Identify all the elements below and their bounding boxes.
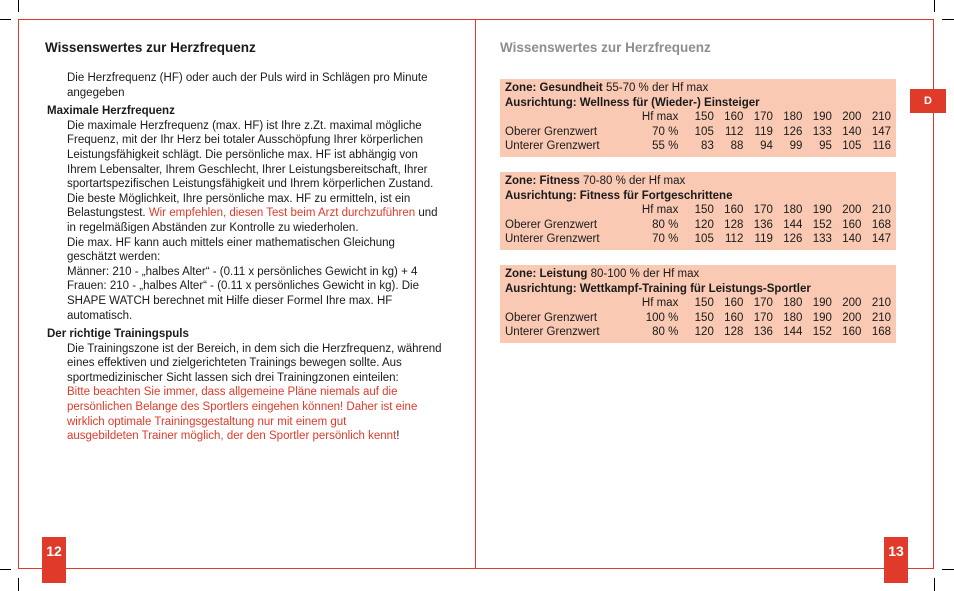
empty-cell (505, 296, 627, 311)
hf-max-label: Hf max (641, 204, 679, 217)
text-line: geschätzt werden: (67, 251, 161, 264)
zone-table (505, 203, 891, 247)
text-line: Die maximale Herzfrequenz (max. HF) ist Ihre z.Zt. maximal mögliche (67, 119, 422, 132)
table-cell: 140 (842, 233, 862, 246)
row-percent: 80 % (652, 218, 679, 231)
text-line: in regelmäßigen Abständen zur Kontrolle zu wiederholen. (67, 221, 359, 234)
zone-heading (505, 81, 891, 96)
intro-line: angegeben (67, 86, 125, 99)
zone-table (505, 110, 891, 154)
text-line: Ihrem Lebensalter, Ihrem Geschlecht, Ihrer Leistungsbereitschaft, Ihrer (67, 163, 428, 176)
section-heading-max-hf: Maximale Herzfrequenz (47, 105, 175, 118)
hf-max-value: 170 (753, 297, 773, 310)
table-cell: 136 (753, 326, 773, 339)
warning-suffix: ! (396, 430, 400, 443)
row-label: Oberer Grenzwert (505, 218, 598, 231)
hf-max-value: 200 (842, 111, 862, 124)
row-percent: 100 % (645, 311, 679, 324)
table-cell: 88 (730, 140, 744, 153)
table-cell: 105 (694, 125, 714, 138)
table-cell: 105 (694, 233, 714, 246)
warning-line-last (67, 429, 475, 444)
zone-box (500, 79, 896, 157)
table-row (505, 325, 891, 340)
hf-max-value: 190 (812, 204, 832, 217)
table-cell: 144 (783, 218, 803, 231)
table-cell: 136 (753, 218, 773, 231)
intro-paragraph (45, 71, 475, 100)
hf-max-value: 160 (724, 111, 744, 124)
table-cell: 133 (812, 233, 832, 246)
table-cell: 147 (871, 233, 891, 246)
left-page-title: Wissenswertes zur Herzfrequenz (45, 40, 256, 55)
row-label: Unterer Grenzwert (505, 326, 600, 339)
table-cell: 126 (783, 233, 803, 246)
table-cell: 119 (754, 125, 773, 138)
warning-line: persönlichen Belange des Sportlers eingehen können! Daher ist eine (67, 401, 418, 414)
table-cell: 140 (842, 125, 862, 138)
text-line: Frequenz, mit der Ihr Herz bei totaler Ausschöpfung Ihrer körperlichen (67, 134, 424, 147)
text-line: eines effektiven und zielgerichteten Trainings bewegen sollte. Aus (67, 357, 402, 370)
page-number-left: 12 (42, 537, 66, 583)
table-row (505, 232, 891, 247)
table-cell: 105 (842, 140, 862, 153)
recommendation-highlight: Wir empfehlen, diesen Test beim Arzt durchzuführen (148, 207, 416, 220)
zone-label: Zone: Leistung (505, 267, 588, 280)
zone-label: Zone: Fitness (505, 174, 580, 187)
text-line: SHAPE WATCH berechnet mit Hilfe dieser Formel Ihre max. HF (67, 294, 393, 307)
table-cell: 99 (789, 140, 803, 153)
language-tab: D (910, 89, 946, 113)
left-page (45, 40, 475, 444)
table-row-header (505, 296, 891, 311)
crop-mark (18, 578, 19, 591)
zone-table (505, 296, 891, 340)
max-hf-paragraph (45, 119, 475, 323)
table-cell: 190 (812, 311, 832, 324)
table-row (505, 125, 891, 140)
table-row (505, 139, 891, 154)
hf-max-value: 160 (724, 297, 744, 310)
table-cell: 144 (783, 326, 803, 339)
hf-max-value: 210 (871, 111, 891, 124)
row-label: Unterer Grenzwert (505, 233, 600, 246)
crop-mark (942, 569, 954, 570)
table-cell: 120 (694, 326, 714, 339)
formula-women: Frauen: 210 - „halbes Alter“ - (0.11 x persönliches Gewicht in kg). Die (67, 280, 419, 293)
text-line: Die max. HF kann auch mittels einer mathematischen Gleichung (67, 236, 395, 249)
table-cell: 168 (871, 326, 891, 339)
zone-aim: Ausrichtung: Wellness für (Wieder-) Einsteiger (505, 96, 760, 109)
intro-line: Die Herzfrequenz (HF) oder auch der Puls wird in Schlägen pro Minute (67, 72, 428, 84)
hf-max-value: 160 (724, 204, 744, 217)
table-cell: 112 (725, 125, 744, 138)
hf-max-value: 170 (753, 111, 773, 124)
text-line: automatisch. (67, 309, 133, 322)
hf-max-label: Hf max (641, 297, 679, 310)
zone-heading (505, 267, 891, 282)
table-cell: 116 (872, 140, 891, 153)
zone-heading (505, 174, 891, 189)
warning-text: ausgebildeten Trainer möglich, der den Sportler persönlich kennt (67, 430, 397, 443)
zone-range: 70-80 % der Hf max (579, 174, 686, 187)
hf-max-value: 190 (812, 297, 832, 310)
row-label: Oberer Grenzwert (505, 125, 598, 138)
table-cell: 160 (724, 311, 744, 324)
warning-line: wirklich optimale Trainingsgestaltung nur mit einem gut (67, 415, 347, 428)
table-cell: 94 (760, 140, 773, 153)
table-cell: 120 (694, 218, 714, 231)
hf-max-value: 150 (694, 204, 714, 217)
table-row-header (505, 203, 891, 218)
table-cell: 128 (724, 326, 744, 339)
row-percent: 70 % (652, 125, 679, 138)
hf-max-value: 200 (842, 204, 862, 217)
table-row-header (505, 110, 891, 125)
hf-max-value: 150 (694, 111, 714, 124)
table-row (505, 311, 891, 326)
zone-box (500, 172, 896, 250)
row-percent: 70 % (652, 233, 679, 246)
text-line-mixed (67, 206, 475, 221)
zone-aim: Ausrichtung: Fitness für Fortgeschrittene (505, 189, 733, 202)
table-cell: 160 (842, 218, 862, 231)
text-line: sportmedizinischer Sicht lassen sich drei Trainingzonen einteilen: (67, 371, 399, 384)
table-cell: 133 (812, 125, 832, 138)
hf-max-value: 170 (753, 204, 773, 217)
section-heading-training-pulse: Der richtige Trainingspuls (47, 328, 189, 341)
table-cell: 128 (724, 218, 744, 231)
zone-box (500, 265, 896, 343)
hf-max-value: 200 (842, 297, 862, 310)
crop-mark (0, 19, 11, 20)
text-segment: Belastungstest. (67, 207, 149, 220)
zone-aim: Ausrichtung: Wettkampf-Training für Leistungs-Sportler (505, 282, 811, 295)
row-percent: 80 % (652, 326, 679, 339)
hf-max-value: 180 (783, 204, 803, 217)
table-cell: 160 (842, 326, 862, 339)
table-cell: 210 (871, 311, 891, 324)
crop-mark (934, 578, 935, 591)
zones-container (500, 79, 896, 343)
hf-max-value: 150 (694, 297, 714, 310)
warning-line: Bitte beachten Sie immer, dass allgemeine Pläne niemals auf die (67, 386, 398, 399)
hf-max-value: 210 (871, 297, 891, 310)
zone-range: 55-70 % der Hf max (602, 82, 709, 94)
text-line: Die beste Möglichkeit, Ihre persönliche max. HF zu ermitteln, ist ein (67, 192, 411, 205)
crop-mark (18, 0, 19, 12)
crop-mark (942, 19, 954, 20)
row-percent: 55 % (652, 140, 679, 153)
crop-mark (0, 569, 11, 570)
empty-cell (505, 110, 627, 125)
table-cell: 152 (812, 326, 832, 339)
table-cell: 168 (871, 218, 891, 231)
page-divider (475, 19, 476, 569)
hf-max-value: 210 (871, 204, 891, 217)
row-label: Unterer Grenzwert (505, 140, 600, 153)
hf-max-label: Hf max (641, 111, 679, 124)
crop-mark (934, 0, 935, 12)
table-cell: 147 (871, 125, 891, 138)
text-line: Die Trainingszone ist der Bereich, in dem sich die Herzfrequenz, während (67, 342, 442, 355)
table-cell: 83 (701, 140, 714, 153)
right-page-title: Wissenswertes zur Herzfrequenz (500, 40, 711, 55)
table-cell: 119 (754, 233, 773, 246)
table-cell: 200 (842, 311, 862, 324)
training-pulse-paragraph (45, 342, 475, 444)
hf-max-value: 180 (783, 111, 803, 124)
table-cell: 95 (819, 140, 832, 153)
text-segment: und (415, 207, 438, 220)
formula-men: Männer: 210 - „halbes Alter“ - (0.11 x persönliches Gewicht in kg) + 4 (67, 265, 418, 278)
text-line: Leistungsfähigkeit schlägt. Die persönliche max. HF ist abhängig von (67, 148, 418, 161)
table-cell: 170 (753, 311, 773, 324)
table-cell: 150 (694, 311, 714, 324)
text-line: sportartspezifischen Leistungsfähigkeit und Ihrem körperlichen Zustand. (67, 178, 434, 191)
empty-cell (505, 203, 627, 218)
hf-max-value: 190 (812, 111, 832, 124)
table-row (505, 218, 891, 233)
page-number-right: 13 (884, 537, 908, 583)
zone-range: 80-100 % der Hf max (587, 267, 700, 280)
table-cell: 126 (783, 125, 803, 138)
row-label: Oberer Grenzwert (505, 311, 598, 324)
table-cell: 152 (812, 218, 832, 231)
table-cell: 180 (783, 311, 803, 324)
hf-max-value: 180 (783, 297, 803, 310)
table-cell: 112 (725, 233, 744, 246)
right-page (500, 40, 896, 358)
zone-label: Zone: Gesundheit (505, 82, 603, 94)
